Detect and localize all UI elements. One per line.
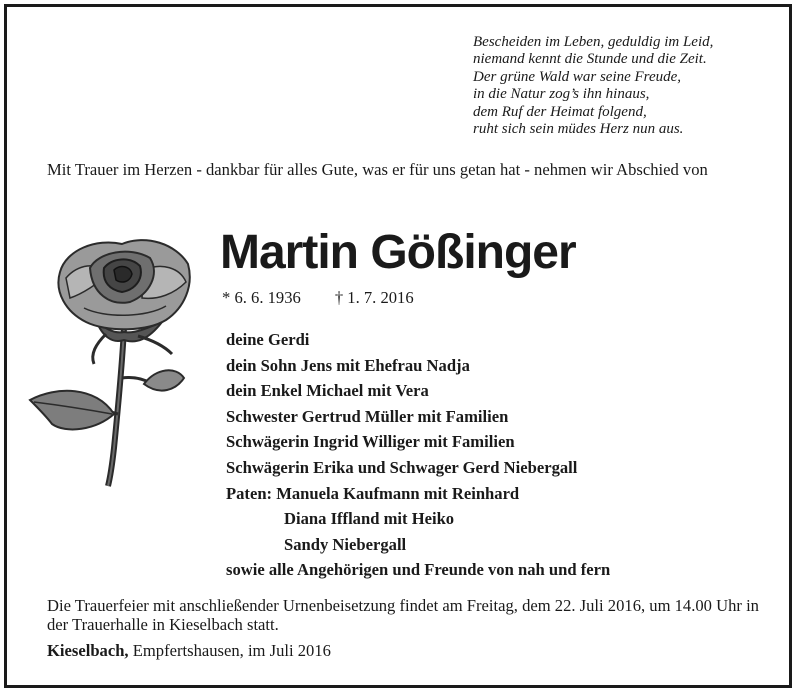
service-info: Die Trauerfeier mit anschließender Urnenbeisetzung findet am Freitag, dem 22. Juli 2016, um 14.00 Uhr in der Trauerhalle in Kieselbach statt. [47,596,759,634]
deceased-name: Martin Gößinger [220,226,576,279]
poem-line: in die Natur zog’s ihn hinaus, [473,86,650,103]
rose-icon [26,228,206,490]
poem-line: Bescheiden im Leben, geduldig im Leid, [473,34,714,50]
intro-text: Mit Trauer im Herzen - dankbar für alles Gute, was er für uns getan hat - nehmen wir Abschied von [47,160,708,179]
poem-line: ruht sich sein müdes Herz nun aus. [473,121,684,138]
place-town: Kieselbach, [47,641,129,660]
place-date [47,641,331,661]
list-item: dein Enkel Michael mit Vera [226,381,429,401]
family-list [226,327,610,583]
list-item: Sandy Niebergall [284,534,407,554]
life-dates [222,288,414,308]
list-item: Schwägerin Ingrid Williger mit Familien [226,432,515,452]
list-item-closing: sowie alle Angehörigen und Freunde von nah und fern [226,560,611,580]
list-item: deine Gerdi [226,330,310,349]
poem-line: dem Ruf der Heimat folgend, [473,103,647,120]
list-item: Schwester Gertrud Müller mit Familien [226,406,509,426]
place-rest: Empfertshausen, im Juli 2016 [128,641,331,660]
list-item: Paten: Manuela Kaufmann mit Reinhard [226,483,520,503]
list-item: dein Sohn Jens mit Ehefrau Nadja [226,355,470,375]
poem [473,34,773,138]
list-item: Schwägerin Erika und Schwager Gerd Niebergall [226,457,578,477]
death-date: † 1. 7. 2016 [334,288,414,307]
poem-line: Der grüne Wald war seine Freude, [473,68,682,85]
list-item: Diana Iffland mit Heiko [284,509,455,529]
birth-date: * 6. 6. 1936 [222,288,301,307]
poem-line: niemand kennt die Stunde und die Zeit. [473,51,707,68]
